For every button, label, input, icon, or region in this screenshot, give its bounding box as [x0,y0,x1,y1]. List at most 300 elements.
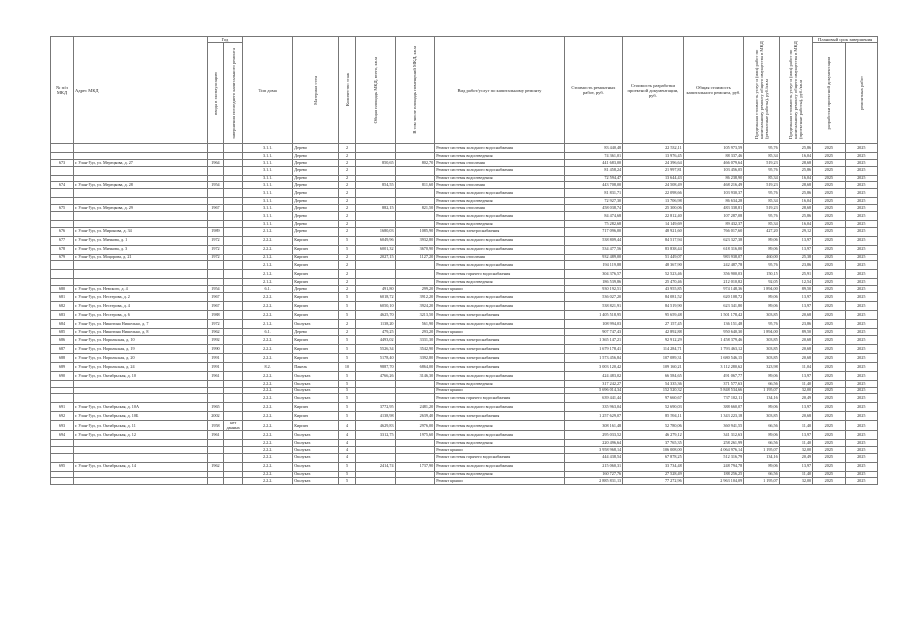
table-row [51,220,878,227]
cell-limit-cost-design: 23,86 [779,261,812,270]
cell-year-built [207,189,224,198]
cell-year-reconstruction [224,220,243,227]
cell-plan-works: 2025 [845,279,878,286]
cell-plan-design: 2025 [813,387,845,394]
cell-row-number: 673 [51,159,74,166]
cell-row-number [51,380,74,387]
cell-year-reconstruction [224,471,243,478]
cell-floors: 2 [339,189,356,198]
cell-limit-cost-design: 13,97 [779,371,812,380]
cell-plan-works: 2025 [845,236,878,245]
cell-work-type: Ремонт системы водоотведения [435,279,564,286]
cell-design-cost: 13 706,98 [623,198,684,205]
cell-living-area [395,189,435,198]
table-row [51,310,878,319]
cell-floors: 2 [339,254,356,261]
table-row [51,245,878,254]
cell-plan-works: 2025 [845,198,878,205]
cell-row-number: 692 [51,412,74,421]
cell-floors: 2 [339,166,356,175]
cell-limit-cost-works: 92,05 [744,279,780,286]
cell-total-cost: 618 316,00 [683,245,744,254]
cell-design-cost: 52 780,06 [623,421,684,431]
cell-address [73,153,207,160]
cell-plan-design: 2025 [813,344,845,353]
cell-limit-cost-works: 1 894,00 [744,328,780,335]
cell-row-number [51,211,74,220]
cell-address [73,471,207,478]
cell-total-area [355,198,395,205]
cell-total-area: 3312,75 [355,430,395,439]
cell-limit-cost-design: 13,97 [779,301,812,310]
cell-year-reconstruction [224,380,243,387]
cell-plan-design: 2025 [813,380,845,387]
cell-house-type: 2.2.2. [243,412,293,421]
cell-limit-cost-design: 32,00 [779,446,812,453]
cell-repair-cost: 83 440,48 [564,144,622,153]
cell-design-cost: 25 300,06 [623,204,684,211]
cell-design-cost: 66 584,65 [623,371,684,380]
cell-wall-material: Дерево [293,211,339,220]
cell-design-cost: 106 008,00 [623,446,684,453]
cell-address [73,220,207,227]
cell-total-area [355,220,395,227]
cell-living-area [395,153,435,160]
cell-repair-cost: 5 696 014,34 [564,387,622,394]
cell-work-type: Ремонт системы холодного водоснабжения [435,462,564,471]
cell-house-type: 2.2.2. [243,353,293,362]
cell-year-reconstruction [224,286,243,293]
table-row [51,211,878,220]
cell-total-area [355,453,395,462]
table-row [51,421,878,431]
cell-living-area: 3392,80 [395,353,435,362]
cell-floors: 4 [339,446,356,453]
cell-plan-design: 2025 [813,159,845,166]
cell-house-type: 2.1.2. [243,261,293,270]
cell-total-cost: 107 287,08 [683,211,744,220]
cell-plan-design: 2025 [813,453,845,462]
cell-house-type: 2.2.2. [243,335,293,344]
cell-year-built: 1988 [207,310,224,319]
cell-row-number [51,198,74,205]
cell-address [73,279,207,286]
cell-limit-cost-works: 66,56 [744,421,780,431]
cell-limit-cost-works: 303,85 [744,335,780,344]
cell-year-reconstruction [224,175,243,182]
cell-row-number [51,453,74,462]
cell-work-type: Ремонт системы водоотведения [435,439,564,446]
cell-floors: 5 [339,478,356,485]
cell-total-area: 850,65 [355,159,395,166]
cell-design-cost: 22 098,66 [623,189,684,198]
cell-total-area [355,211,395,220]
cell-floors: 2 [339,270,356,279]
cell-wall-material: Кирпич [293,270,339,279]
table-row [51,478,878,485]
cell-plan-design: 2025 [813,394,845,403]
cell-limit-cost-works: 460,00 [744,254,780,261]
cell-plan-design: 2025 [813,189,845,198]
cell-repair-cost: 536 027,20 [564,292,622,301]
cell-year-built [207,211,224,220]
cell-repair-cost: 3 958 968,14 [564,446,622,453]
cell-plan-design: 2025 [813,462,845,471]
cell-limit-cost-works: 89,06 [744,245,780,254]
cell-work-type: Ремонт системы электроснабжения [435,227,564,236]
cell-work-type: Ремонт системы холодного водоснабжения [435,166,564,175]
cell-total-area: 491,80 [355,286,395,293]
cell-wall-material: Ошлукат. [293,471,339,478]
cell-plan-design: 2025 [813,371,845,380]
cell-limit-cost-works: 85,34 [744,153,780,160]
cell-limit-cost-design: 13,97 [779,430,812,439]
cell-row-number: 679 [51,254,74,261]
cell-address [73,394,207,403]
cell-wall-material: Дерево [293,182,339,189]
header-floors: Количество этаж [339,37,356,144]
cell-limit-cost-works: 303,85 [744,412,780,421]
table-row [51,403,878,412]
cell-floors: 2 [339,211,356,220]
cell-row-number: 686 [51,335,74,344]
cell-living-area [395,175,435,182]
header-design-cost: Стоимость разработки проектной документации, руб. [623,37,684,144]
cell-living-area [395,261,435,270]
cell-floors: 5 [339,292,356,301]
cell-living-area [395,211,435,220]
cell-work-type: Ремонт системы холодного водоснабжения [435,430,564,439]
cell-total-area: 9887,70 [355,362,395,371]
cell-year-built: 1972 [207,236,224,245]
cell-year-reconstruction [224,430,243,439]
cell-wall-material: Кирпич [293,403,339,412]
cell-year-reconstruction [224,478,243,485]
cell-floors: 2 [339,159,356,166]
cell-plan-design: 2025 [813,144,845,153]
cell-year-built: 1991 [207,353,224,362]
cell-floors: 5 [339,412,356,421]
cell-address: г. Улан-Удэ, ул. Мичкова, д. 3 [73,245,207,254]
cell-total-area [355,380,395,387]
cell-house-type: 2.2.2. [243,245,293,254]
cell-row-number: 678 [51,245,74,254]
cell-wall-material: Ошлукат. [293,394,339,403]
cell-year-reconstruction [224,462,243,471]
cell-wall-material: Ошлукат. [293,387,339,394]
cell-work-type: Ремонт системы холодного водоснабжения [435,144,564,153]
cell-limit-cost-design: 25,91 [779,270,812,279]
cell-work-type: Ремонт системы отопления [435,182,564,189]
cell-year-reconstruction [224,353,243,362]
cell-work-type: Ремонт крыши [435,387,564,394]
cell-house-type: 2.2.2. [243,453,293,462]
cell-address [73,439,207,446]
cell-total-cost: 512 316,79 [683,453,744,462]
cell-total-area: 1138,20 [355,319,395,328]
cell-total-cost: 103 930,37 [683,189,744,198]
cell-total-cost: 356 900,03 [683,270,744,279]
cell-total-cost: 766 017,60 [683,227,744,236]
cell-year-built [207,394,224,403]
cell-plan-design: 2025 [813,198,845,205]
table-row [51,319,878,328]
cell-work-type: Ремонт системы электроснабжения [435,362,564,371]
cell-limit-cost-design: 16,04 [779,198,812,205]
cell-address: г. Улан-Удэ, ул. Моцорова, д. 21 [73,254,207,261]
cell-wall-material: Дерево [293,204,339,211]
cell-house-type: 3.1.1. [243,166,293,175]
cell-work-type: Ремонт системы холодного водоснабжения [435,236,564,245]
cell-repair-cost: 717 096,00 [564,227,622,236]
cell-living-area [395,471,435,478]
table-row [51,344,878,353]
cell-row-number [51,261,74,270]
cell-address: г. Улан-Удэ, ул. Никитина Нишелько, д. 8 [73,328,207,335]
table-row [51,166,878,175]
cell-total-area [355,144,395,153]
cell-row-number: 681 [51,292,74,301]
cell-address [73,446,207,453]
cell-address: г. Улан-Удэ, ул. Нестерова, д. 4 [73,301,207,310]
cell-house-type: 2.2.2. [243,292,293,301]
cell-address: г. Улан-Удэ, ул. Мерецкова, д. 28 [73,182,207,189]
cell-plan-works: 2025 [845,380,878,387]
cell-total-area: 6018,72 [355,292,395,301]
cell-limit-cost-works: 89,06 [744,292,780,301]
cell-living-area: 802,70 [395,159,435,166]
cell-limit-cost-works: 303,85 [744,310,780,319]
cell-plan-works: 2025 [845,439,878,446]
cell-limit-cost-design: 25,86 [779,144,812,153]
cell-work-type: Ремонт системы отопления [435,159,564,166]
cell-year-reconstruction [224,236,243,245]
cell-year-reconstruction [224,198,243,205]
cell-year-built: 1967 [207,301,224,310]
cell-total-cost: 388 660,07 [683,403,744,412]
cell-living-area [395,439,435,446]
cell-design-cost: 52 690,03 [623,403,684,412]
cell-limit-cost-design: 11,40 [779,439,812,446]
cell-design-cost: 77 272,96 [623,478,684,485]
cell-row-number [51,220,74,227]
cell-living-area: 3670,90 [395,245,435,254]
table-row [51,362,878,371]
cell-address: г. Улан-Удэ, ул. Мерецкова, д. 27 [73,159,207,166]
table-row [51,430,878,439]
cell-address: г. Улан-Удэ, ул. Мичкова, д. 1 [73,236,207,245]
cell-living-area [395,270,435,279]
cell-year-built [207,446,224,453]
cell-year-reconstruction [224,227,243,236]
cell-row-number: 694 [51,430,74,439]
table-row [51,198,878,205]
cell-limit-cost-works: 134,16 [744,394,780,403]
cell-house-type: 2.2.2. [243,394,293,403]
cell-limit-cost-design: 29,12 [779,227,812,236]
cell-design-cost: 54 335,36 [623,380,684,387]
cell-address [73,270,207,279]
cell-work-type: Ремонт системы холодного водоснабжения [435,189,564,198]
cell-row-number: 684 [51,319,74,328]
cell-house-type: 3.1.1. [243,182,293,189]
cell-plan-design: 2025 [813,182,845,189]
table-row [51,292,878,301]
header-year-group: Год [207,37,243,43]
cell-work-type: Ремонт системы электроснабжения [435,335,564,344]
cell-wall-material: Кирпич [293,310,339,319]
cell-limit-cost-works: 519,23 [744,204,780,211]
table-row [51,462,878,471]
cell-total-cost: 212 010,82 [683,279,744,286]
cell-total-cost: 3 112 280,62 [683,362,744,371]
cell-wall-material: Кирпич [293,292,339,301]
cell-plan-works: 2025 [845,166,878,175]
cell-house-type: 2.2.2. [243,236,293,245]
cell-repair-cost: 1 365 147,21 [564,335,622,344]
cell-wall-material: Дерево [293,220,339,227]
cell-year-built [207,387,224,394]
cell-year-built: 1954 [207,286,224,293]
cell-repair-cost: 424 483,02 [564,371,622,380]
cell-design-cost: 114 284,71 [623,344,684,353]
header-wall-material: Материал стен [293,37,339,144]
cell-year-reconstruction [224,301,243,310]
cell-plan-design: 2025 [813,446,845,453]
cell-plan-design: 2025 [813,353,845,362]
cell-address: г. Улан-Удэ, ул. Норильская, д. 10 [73,335,207,344]
cell-design-cost: 95 659,48 [623,310,684,319]
cell-total-area [355,261,395,270]
cell-design-cost: 22 532,11 [623,144,684,153]
cell-row-number: 683 [51,310,74,319]
cell-plan-works: 2025 [845,301,878,310]
cell-design-cost: 67 878,25 [623,453,684,462]
cell-plan-design: 2025 [813,301,845,310]
cell-address: г. Улан-Удэ, ул. Нестерова, д. 6 [73,310,207,319]
cell-work-type: Ремонт системы холодного водоснабжения [435,371,564,380]
cell-total-area: 6049,96 [355,236,395,245]
cell-work-type: Ремонт системы водоотведения [435,198,564,205]
cell-repair-cost: 84 474,68 [564,211,622,220]
table-row [51,153,878,160]
cell-living-area: 1085,90 [395,227,435,236]
header-year-reconstruction: завершения последнего капитального ремонта [224,43,243,144]
cell-living-area: 3542,90 [395,344,435,353]
cell-work-type: Ремонт системы холодного водоснабжения [435,261,564,270]
cell-limit-cost-works: 95,76 [744,189,780,198]
cell-wall-material: Панель [293,362,339,371]
cell-total-cost: 468 216,49 [683,182,744,189]
cell-work-type: Ремонт системы водоотведения [435,175,564,182]
cell-repair-cost: 75 282,68 [564,220,622,227]
cell-work-type: Ремонт системы холодного водоснабжения [435,301,564,310]
cell-design-cost: 85 594,11 [623,412,684,421]
cell-year-reconstruction [224,261,243,270]
cell-work-type: Ремонт системы горячего водоснабжения [435,453,564,462]
cell-limit-cost-design: 13,97 [779,403,812,412]
cell-total-cost: 974 148,36 [683,286,744,293]
table-row [51,446,878,453]
cell-design-cost: 52 523,46 [623,270,684,279]
cell-floors: 5 [339,301,356,310]
cell-floors: 4 [339,430,356,439]
cell-wall-material: Дерево [293,175,339,182]
cell-floors: 5 [339,403,356,412]
cell-address: г. Улан-Удэ, ул. Нестерова, д. 2 [73,292,207,301]
cell-limit-cost-design: 25,86 [779,189,812,198]
cell-row-number [51,175,74,182]
cell-repair-cost: 72 927,30 [564,198,622,205]
cell-house-type: 3.1.1. [243,220,293,227]
cell-year-reconstruction [224,319,243,328]
header-limit-cost-design: Предельная стоимость услуг и (или) работ по капитальному ремонту общего имущества в МКД (проектные работы), руб./кв.м [779,37,812,144]
cell-design-cost: 84 081,52 [623,292,684,301]
cell-limit-cost-works: 89,06 [744,430,780,439]
cell-plan-works: 2025 [845,254,878,261]
cell-row-number [51,189,74,198]
cell-work-type: Ремонт системы отопления [435,254,564,261]
cell-limit-cost-works: 85,34 [744,175,780,182]
cell-year-built [207,198,224,205]
cell-limit-cost-design: 89,50 [779,328,812,335]
cell-address [73,189,207,198]
cell-wall-material: Ошлукат. [293,371,339,380]
cell-year-built [207,261,224,270]
cell-floors: 4 [339,453,356,462]
cell-limit-cost-design: 13,97 [779,236,812,245]
cell-living-area: 3932,80 [395,236,435,245]
cell-living-area: 299,20 [395,286,435,293]
cell-limit-cost-design: 20,68 [779,335,812,344]
cell-total-cost: 248 794,78 [683,462,744,471]
cell-wall-material: Кирпич [293,261,339,270]
cell-living-area [395,144,435,153]
cell-living-area [395,380,435,387]
cell-living-area: 3331,30 [395,335,435,344]
cell-living-area [395,387,435,394]
cell-floors: 2 [339,204,356,211]
cell-plan-design: 2025 [813,279,845,286]
cell-year-built: 1954 [207,182,224,189]
cell-plan-works: 2025 [845,328,878,335]
table-row [51,159,878,166]
table-row [51,353,878,362]
cell-repair-cost: 215 060,31 [564,462,622,471]
cell-year-reconstruction [224,310,243,319]
cell-year-reconstruction [224,279,243,286]
cell-row-number [51,387,74,394]
cell-total-area: 5526,34 [355,344,395,353]
cell-limit-cost-design: 11,40 [779,421,812,431]
cell-wall-material: Ошлукат. [293,446,339,453]
header-plan-works: ремонтных работ [845,43,878,144]
cell-work-type: Ремонт системы отопления [435,204,564,211]
cell-total-cost: 371 577,63 [683,380,744,387]
cell-total-area: 479,25 [355,328,395,335]
cell-limit-cost-design: 13,97 [779,245,812,254]
cell-address [73,211,207,220]
cell-row-number: 690 [51,371,74,380]
cell-house-type: 8.2. [243,362,293,371]
cell-floors: 5 [339,462,356,471]
cell-total-cost: 103 456,05 [683,166,744,175]
cell-living-area: 1975,60 [395,430,435,439]
cell-house-type: 3.1.1. [243,175,293,182]
cell-floors: 2 [339,182,356,189]
cell-floors: 5 [339,387,356,394]
cell-plan-design: 2025 [813,204,845,211]
